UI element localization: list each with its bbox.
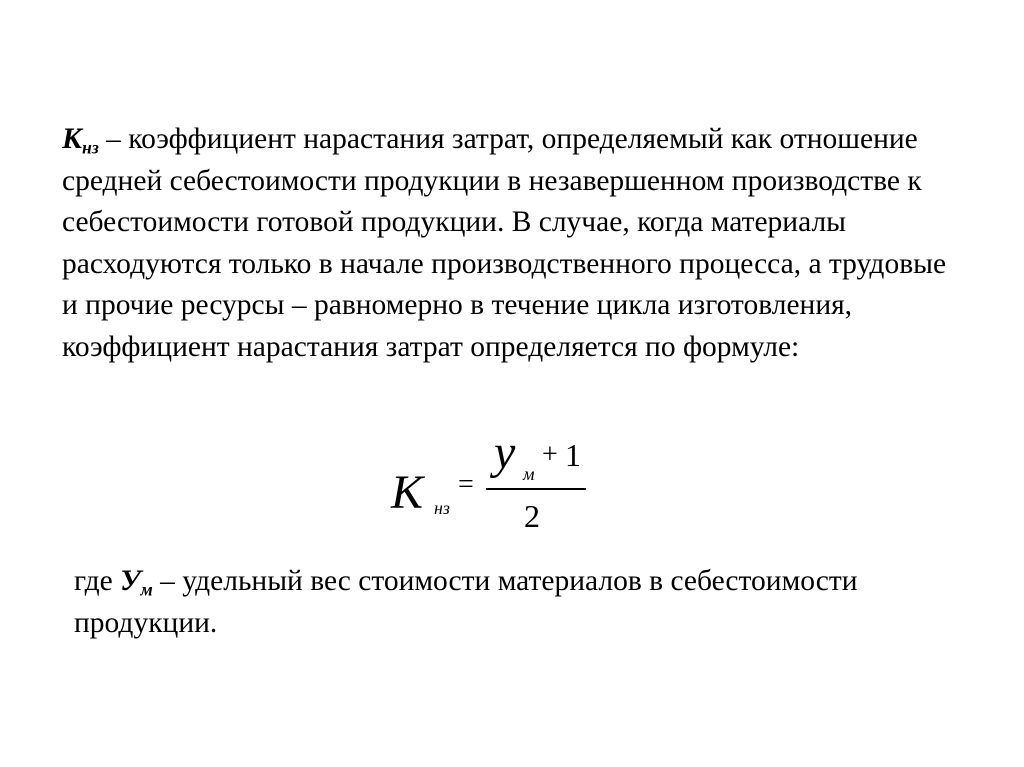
k-nz-symbol — [62, 123, 99, 158]
formula-numerator-subscript: м — [523, 464, 535, 484]
explanation-text: – удельный вес стоимости материалов в себестоимости продукции. — [74, 565, 858, 639]
formula-lhs-subscript: нз — [434, 498, 450, 518]
k-letter: К — [62, 123, 83, 155]
formula-equals: = — [458, 469, 474, 500]
formula-denominator: 2 — [524, 498, 540, 534]
formula-plus: + — [542, 439, 558, 470]
definition-text: – коэффициент нарастания затрат, определяемый как отношение средней себестоимости продукции в незавершенном производстве к себестоимости готовой продукции. В случае, когда материалы расходуются только в начале производственного процесса, а трудовые и прочие ресурсы – равномерно в течение цикла изготовления, коэффициент нарастания затрат определяется по формуле: — [62, 123, 947, 363]
u-subscript: м — [140, 579, 153, 600]
formula-numerator-variable: у — [494, 426, 516, 479]
um-symbol — [120, 565, 153, 600]
formula — [380, 426, 610, 543]
explanation-prefix: где — [74, 565, 121, 597]
formula-lhs: К — [391, 466, 423, 519]
u-letter: У — [120, 565, 141, 597]
formula-one: 1 — [565, 437, 581, 473]
definition-paragraph — [62, 119, 962, 368]
fraction-bar — [486, 488, 586, 490]
explanation-paragraph — [74, 561, 934, 644]
k-subscript: нз — [82, 137, 99, 158]
